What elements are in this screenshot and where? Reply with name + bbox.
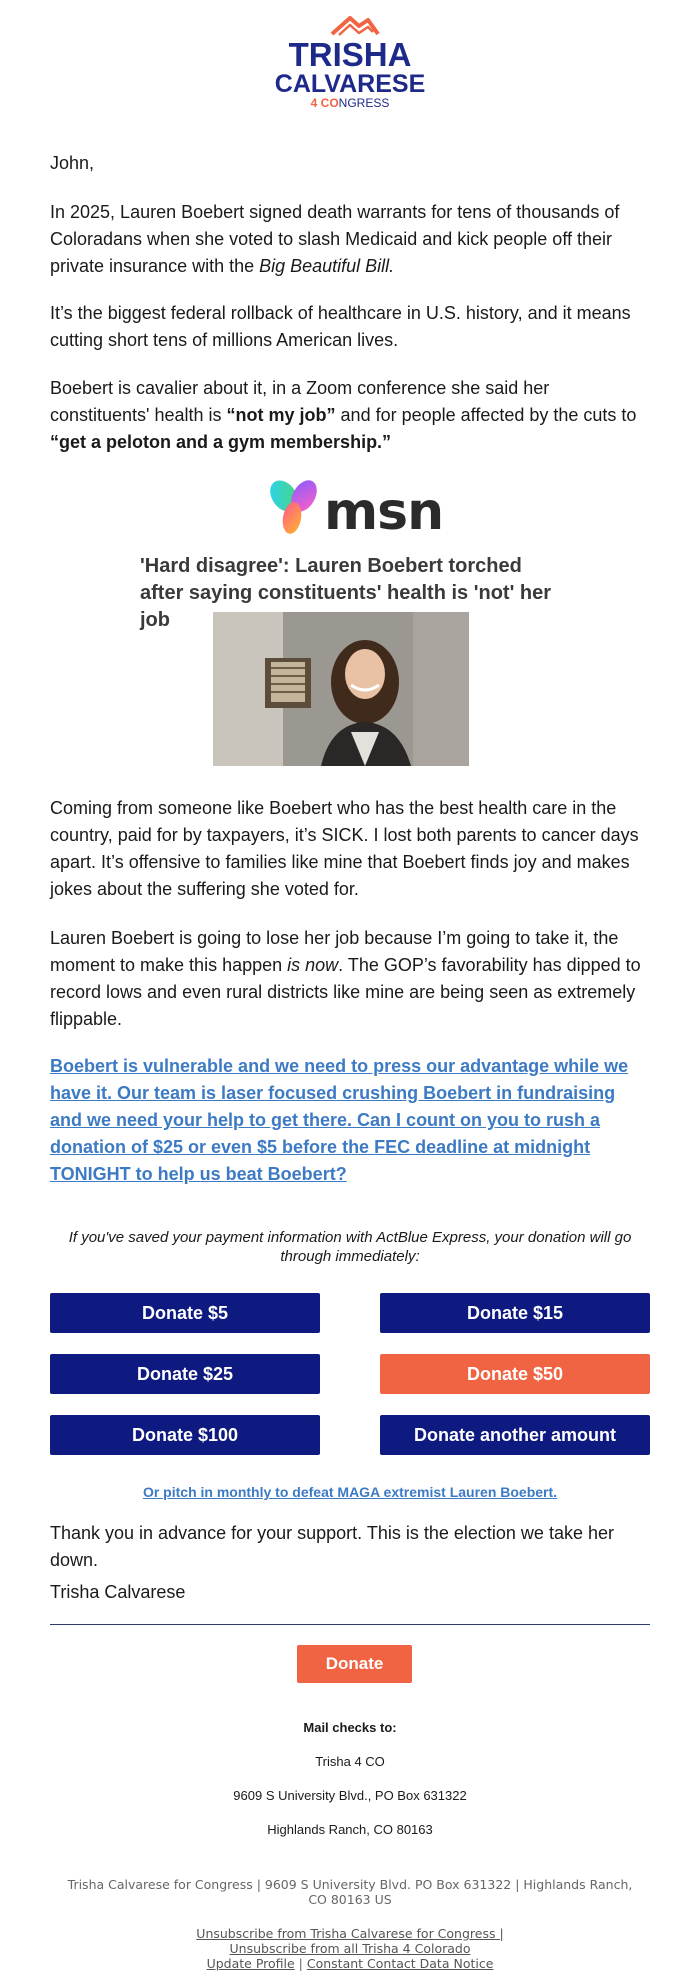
msn-wordmark: msn <box>324 482 444 542</box>
mail-checks-label: Mail checks to: <box>303 1720 397 1735</box>
paragraph-5-text-1: Lauren Boebert is going to lose her job because I’m going to take it, the moment to make this happen <box>50 928 619 975</box>
donate-button[interactable]: Donate <box>297 1645 412 1683</box>
footer-address: Trisha Calvarese for Congress | 9609 S University Blvd. PO Box 631322 | Highlands Ranch, CO 80163 US <box>67 1877 633 1907</box>
mail-address-line-2: 9609 S University Blvd., PO Box 631322 <box>233 1788 467 1803</box>
donate-5-button[interactable]: Donate $5 <box>50 1293 320 1333</box>
donate-15-button[interactable]: Donate $15 <box>380 1293 650 1333</box>
signature: Trisha Calvarese <box>50 1582 186 1602</box>
mail-address-line-3: Highlands Ranch, CO 80163 <box>267 1822 433 1837</box>
footer-separator: | <box>294 1956 307 1971</box>
paragraph-3 <box>50 375 650 456</box>
greeting: John, <box>50 153 95 173</box>
divider <box>50 1624 650 1625</box>
actblue-express-note: If you've saved your payment information with ActBlue Express, your donation will go through immediately: <box>68 1229 632 1265</box>
campaign-logo <box>0 8 700 118</box>
paragraph-5-italic: is now <box>287 955 339 975</box>
article-photo <box>213 612 469 766</box>
constant-contact-notice-link[interactable]: Constant Contact Data Notice <box>306 1956 494 1971</box>
logo-line-2: CALVARESE <box>275 70 425 98</box>
footer-links <box>60 1926 640 1971</box>
donation-appeal-link[interactable]: Boebert is vulnerable and we need to press our advantage while we have it. Our team is laser focused crushing Boebert in fundraising and we need your help to get there. Can I count on you to rush a donation of $25 or even $5 before the FEC deadline at midnight TONIGHT to help us beat Boebert? <box>50 1056 629 1184</box>
logo-line-3: 4 CONGRESS <box>310 96 390 110</box>
paragraph-1-text: In 2025, Lauren Boebert signed death warrants for tens of thousands of Coloradans when she voted to slash Medicaid and kick people off their private insurance with the <box>50 202 620 276</box>
paragraph-1 <box>50 199 650 280</box>
paragraph-5 <box>50 925 650 1033</box>
paragraph-3-text-1: Boebert is cavalier about it, in a Zoom conference she said her constituents' health is <box>50 378 550 425</box>
msn-headline: 'Hard disagree': Lauren Boebert torched after saying constituents' health is 'not' her job <box>140 555 552 631</box>
donate-50-button[interactable]: Donate $50 <box>380 1354 650 1394</box>
msn-article-card[interactable] <box>0 476 700 766</box>
paragraph-4: Coming from someone like Boebert who has the best health care in the country, paid for by taxpayers, it’s SICK. I lost both parents to cancer days apart. It’s offensive to families like mine that Boebert finds joy and makes jokes about the suffering she voted for. <box>50 798 639 899</box>
monthly-donation-link[interactable]: Or pitch in monthly to defeat MAGA extremist Lauren Boebert. <box>142 1484 558 1500</box>
paragraph-1-italic: Big Beautiful Bill. <box>259 256 395 276</box>
paragraph-2: It’s the biggest federal rollback of healthcare in U.S. history, and it means cutting short tens of millions American lives. <box>50 303 631 350</box>
donate-25-button[interactable]: Donate $25 <box>50 1354 320 1394</box>
paragraph-3-bold-1: “not my job” <box>226 405 336 425</box>
mail-address-line-1: Trisha 4 CO <box>315 1754 385 1769</box>
unsubscribe-campaign-link[interactable]: Unsubscribe from Trisha Calvarese for Congress | <box>196 1926 504 1941</box>
donate-other-amount-button[interactable]: Donate another amount <box>380 1415 650 1455</box>
unsubscribe-all-link[interactable]: Unsubscribe from all Trisha 4 Colorado <box>229 1941 471 1956</box>
paragraph-3-bold-2: “get a peloton and a gym membership.” <box>50 432 392 452</box>
paragraph-5-text-2: . The GOP’s favorability has dipped to record lows and even rural districts like mine are being seen as extremely flippable. <box>50 955 641 1029</box>
campaign-logo-graphic <box>275 8 425 112</box>
update-profile-link[interactable]: Update Profile <box>206 1956 295 1971</box>
logo-line-1: TRISHA <box>288 36 412 73</box>
paragraph-3-text-2: and for people affected by the cuts to <box>335 405 637 425</box>
donate-100-button[interactable]: Donate $100 <box>50 1415 320 1455</box>
thank-you-text: Thank you in advance for your support. This is the election we take her down. <box>50 1523 614 1570</box>
